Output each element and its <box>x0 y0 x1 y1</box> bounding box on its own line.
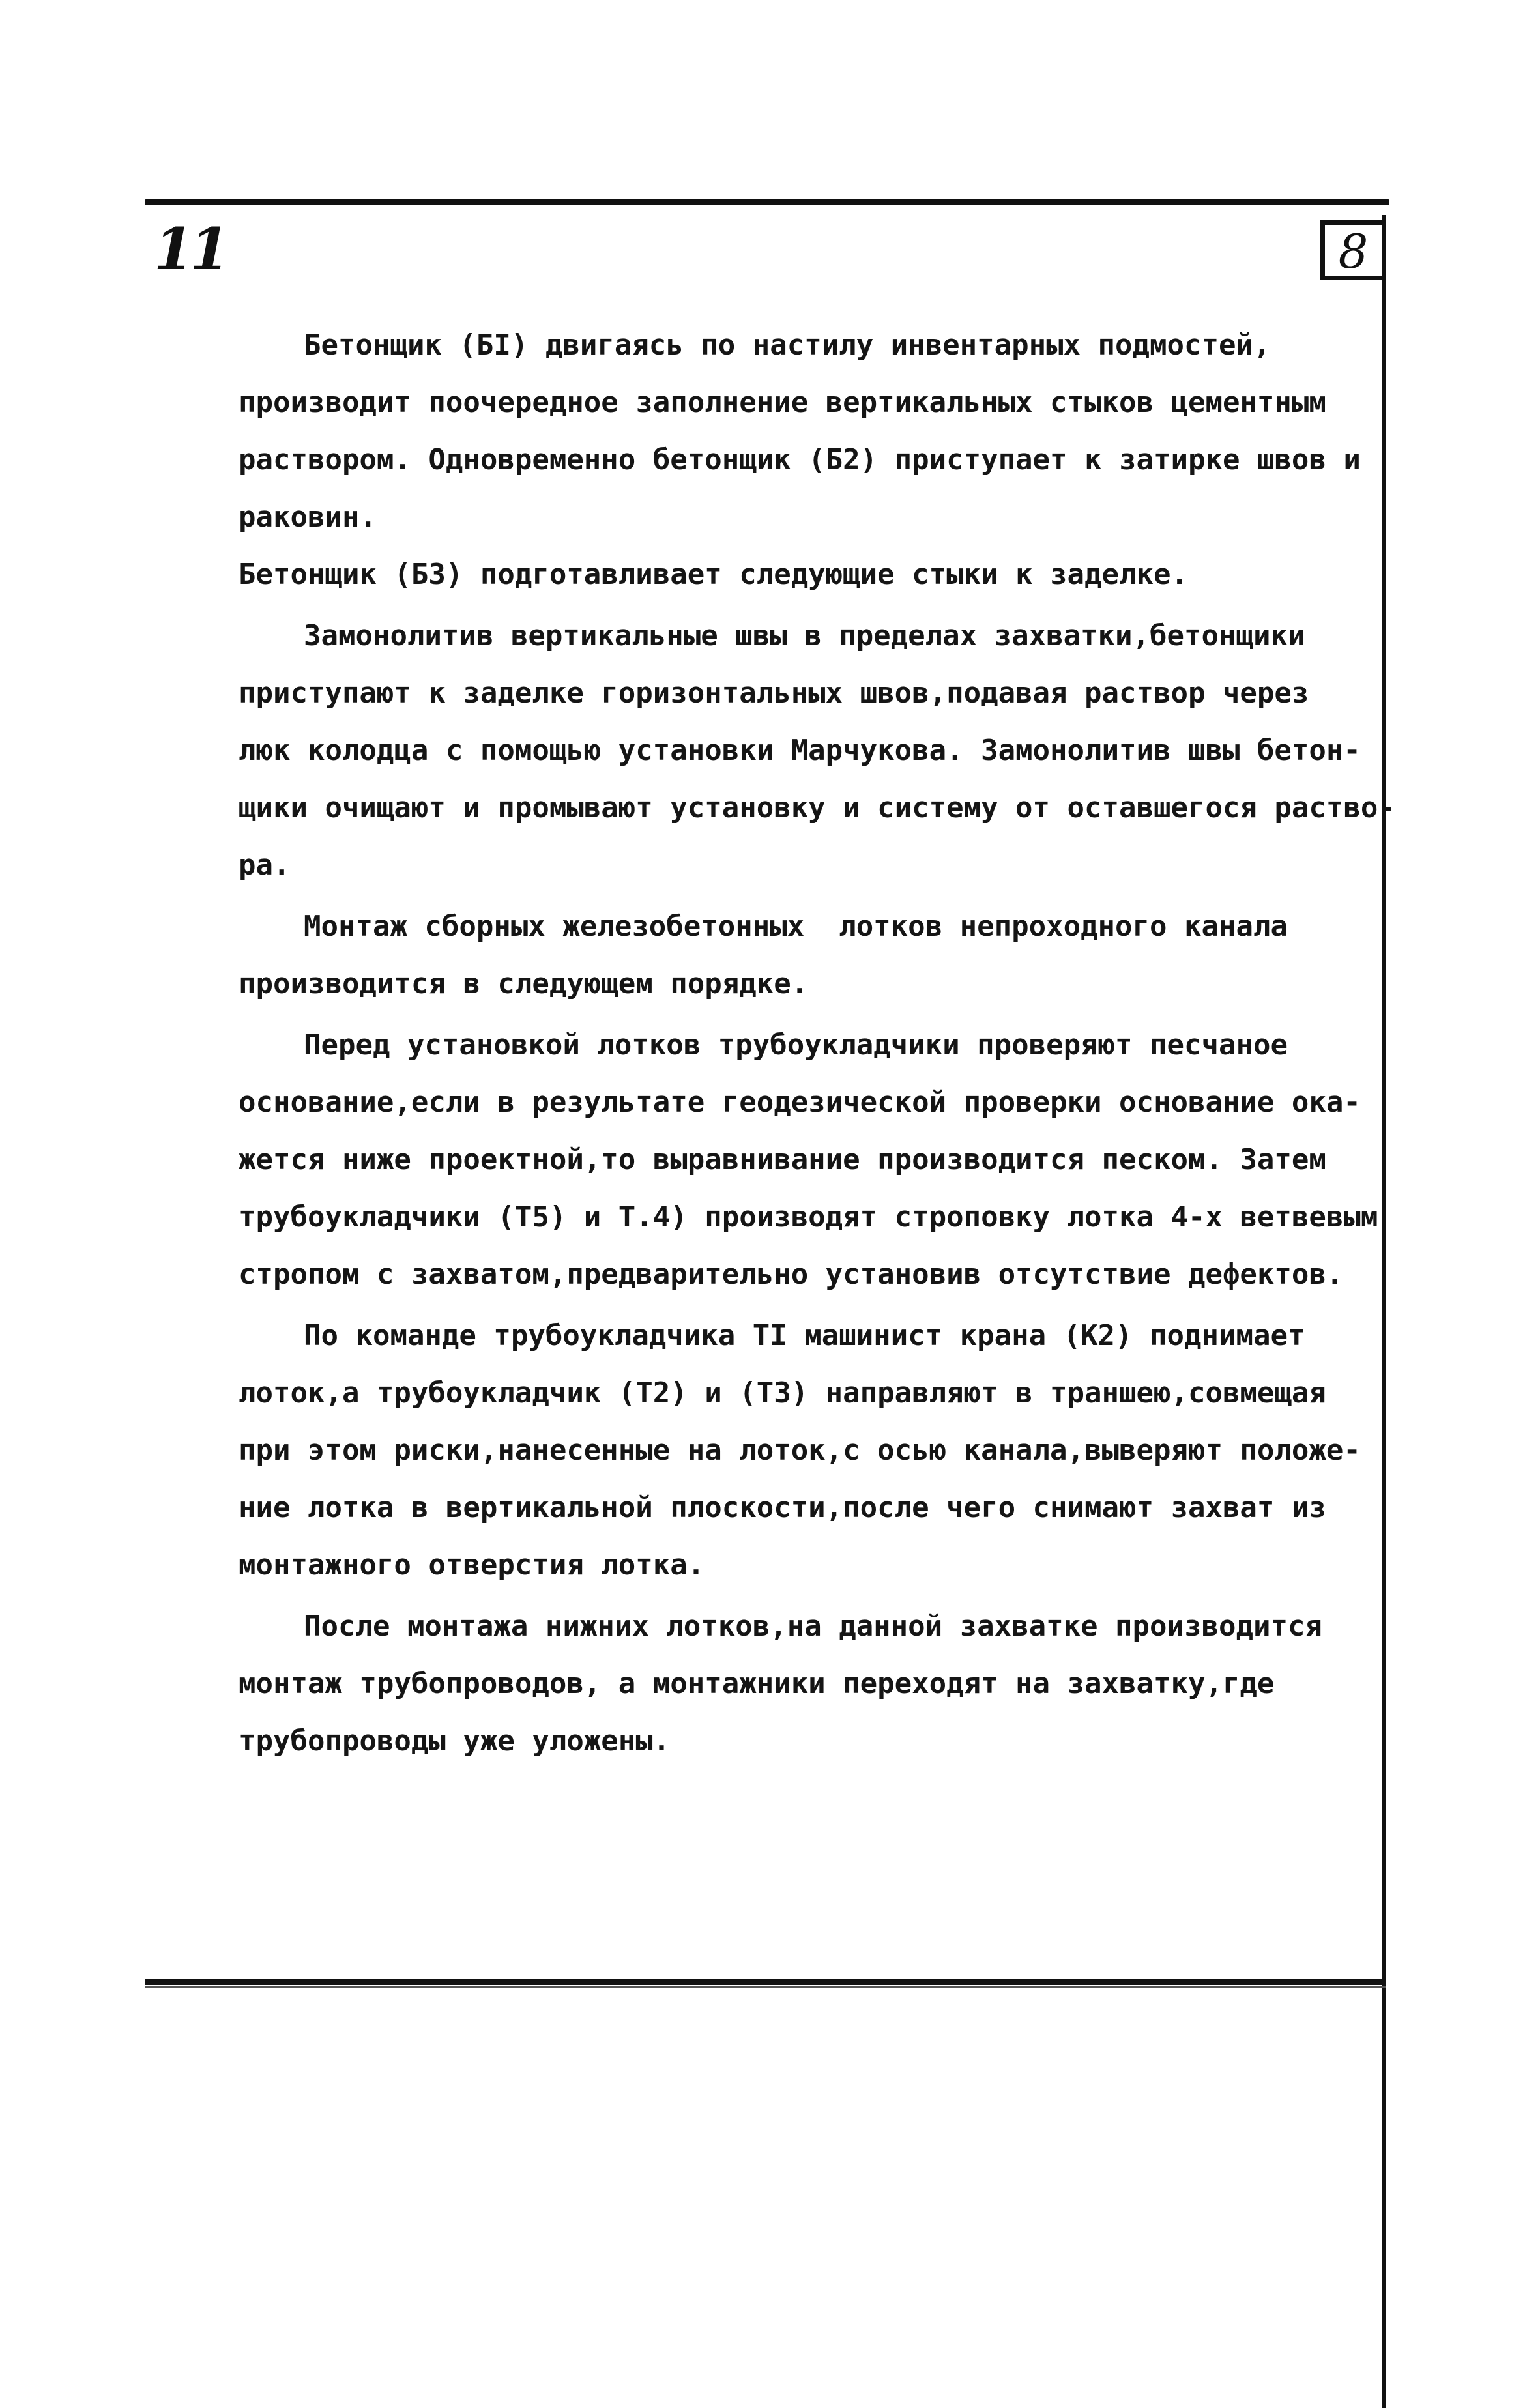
text-line: щики очищают и промывают установку и систему от оставшегося раство- <box>239 791 1395 824</box>
text-line: Бетонщик (Б3) подготавливает следующие стыки к заделке. <box>239 558 1188 591</box>
page-number: 8 <box>1320 220 1382 280</box>
paragraph <box>239 1017 1386 1303</box>
text-line: монтажного отверстия лотка. <box>239 1548 705 1582</box>
paragraph <box>239 1307 1386 1594</box>
text-line: стропом с захватом,предварительно установив отсутствие дефектов. <box>239 1258 1344 1291</box>
text-line: ние лотка в вертикальной плоскости,после чего снимают захват из <box>239 1491 1326 1524</box>
text-line: По команде трубоукладчика ТI машинист крана (К2) поднимает <box>304 1319 1305 1352</box>
text-line: жется ниже проектной,то выравнивание производится песком. Затем <box>239 1143 1326 1176</box>
paragraph <box>239 317 1386 546</box>
text-line: приступают к заделке горизонтальных швов,подавая раствор через <box>239 676 1309 710</box>
frame-bottom-line <box>145 1979 1386 1985</box>
body-text <box>239 317 1395 1770</box>
paragraph <box>239 898 1386 1013</box>
text-line: люк колодца с помощью установки Марчукова. Замонолитив швы бетон- <box>239 734 1361 767</box>
text-line: Перед установкой лотков трубоукладчики проверяют песчаное <box>304 1028 1288 1062</box>
text-line: После монтажа нижних лотков,на данной захватке производится <box>304 1610 1322 1643</box>
text-line: Бетонщик (БI) двигаясь по настилу инвентарных подмостей, <box>304 328 1271 362</box>
text-line: производит поочередное заполнение вертикальных стыков цементным <box>239 386 1326 419</box>
text-line: раствором. Одновременно бетонщик (Б2) приступает к затирке швов и <box>239 443 1361 476</box>
frame-top-line <box>145 199 1389 205</box>
paragraph <box>239 546 1386 603</box>
text-line: трубопроводы уже уложены. <box>239 1724 671 1758</box>
text-line: Замонолитив вертикальные швы в пределах захватки,бетонщики <box>304 619 1305 652</box>
paragraph <box>239 607 1395 894</box>
frame-bottom-thin-line <box>145 1986 1386 1988</box>
handwritten-sheet-number: 11 <box>154 215 226 283</box>
text-line: основание,если в результате геодезической проверки основание ока- <box>239 1086 1361 1119</box>
text-line: ра. <box>239 849 291 882</box>
text-line: трубоукладчики (Т5) и Т.4) производят строповку лотка 4-х ветвевым <box>239 1200 1378 1234</box>
text-line: при этом риски,нанесенные на лоток,с осью канала,выверяют положе- <box>239 1434 1361 1467</box>
paragraph <box>239 1598 1386 1770</box>
text-line: раковин. <box>239 500 377 534</box>
text-line: лоток,а трубоукладчик (Т2) и (Т3) направляют в траншею,совмещая <box>239 1376 1326 1410</box>
text-line: производится в следующем порядке. <box>239 967 809 1000</box>
text-line: монтаж трубопроводов, а монтажники переходят на захватку,где <box>239 1667 1275 1700</box>
text-line: Монтаж сборных железобетонных лотков непроходного канала <box>304 910 1288 943</box>
